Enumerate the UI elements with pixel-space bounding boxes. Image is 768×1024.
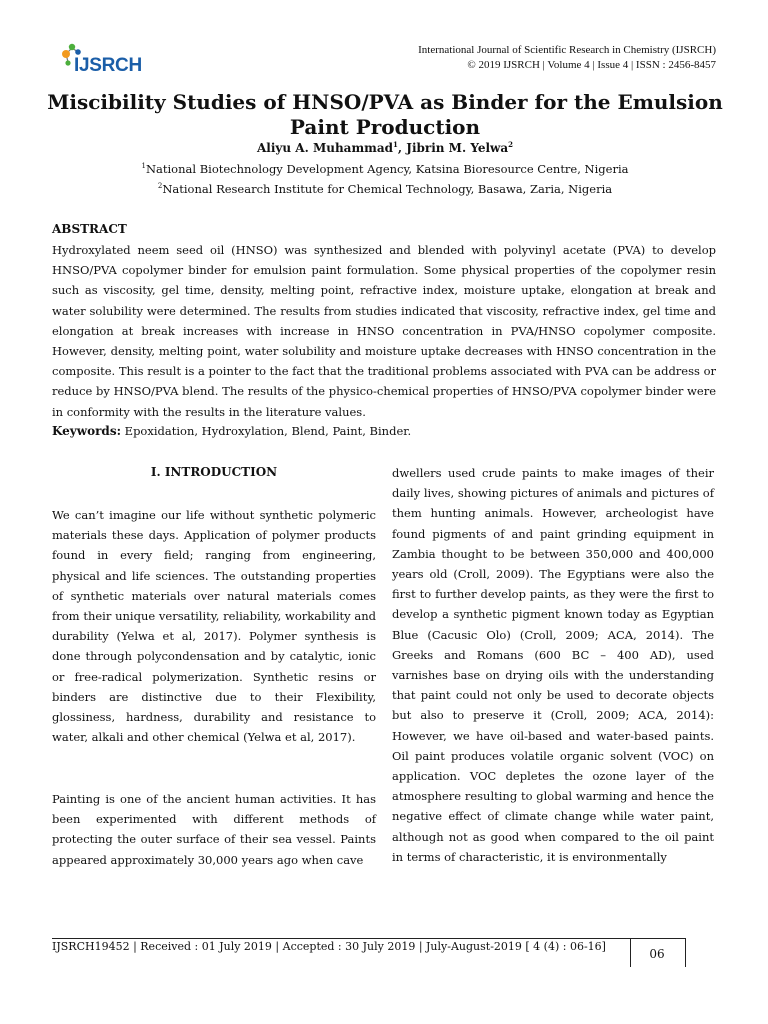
affiliation-2-sup: 2 bbox=[157, 182, 163, 191]
intro-paragraph-2: Painting is one of the ancient human activities. It has been experimented with different methods of protecting the outer surface of their sea vessel. Paints appeared approximately 30,000 years ago when cave bbox=[52, 792, 376, 867]
author-1: Aliyu A. Muhammad bbox=[256, 141, 394, 155]
keywords-label: Keywords: bbox=[52, 424, 122, 438]
journal-info bbox=[418, 43, 716, 73]
abstract-heading: ABSTRACT bbox=[52, 222, 127, 236]
page-number: 06 bbox=[649, 947, 665, 961]
keywords-text: Epoxidation, Hydroxylation, Blend, Paint, Binder. bbox=[121, 424, 412, 438]
abstract-text: Hydroxylated neem seed oil (HNSO) was synthesized and blended with polyvinyl acetate (PVA) to develop HNSO/PVA copolymer binder for emulsion paint formulation. Some physical properties of the copolymer resin such as viscosity, gel time, density, melting point, refractive index, moisture uptake, elongation at break and water solubility were determined. The results from studies indicated that viscosity, refractive index, gel time and elongation at break increases with increase in HNSO concentration in PVA/HNSO copolymer composite. However, density, melting point, water solubility and moisture uptake decreases with HNSO concentration in the composite. This result is a pointer to the fact that the traditional problems associated with PVA can be address or reduce by HNSO/PVA blend. The results of the physico-chemical properties of HNSO/PVA copolymer binder were in conformity with the results in the literature values. bbox=[52, 243, 716, 419]
authors bbox=[40, 141, 730, 155]
journal-name: International Journal of Scientific Research in Chemistry (IJSRCH) bbox=[418, 44, 716, 56]
footer-divider bbox=[52, 938, 630, 939]
author-1-sup: 1 bbox=[393, 140, 398, 149]
affiliation-2-text: National Research Institute for Chemical Technology, Basawa, Zaria, Nigeria bbox=[162, 182, 613, 196]
author-2: Jibrin M. Yelwa bbox=[406, 141, 509, 155]
journal-issue: © 2019 IJSRCH | Volume 4 | Issue 4 | ISSN : 2456-8457 bbox=[467, 59, 716, 71]
author-separator: , bbox=[397, 141, 407, 155]
logo-text: IJSRCH bbox=[74, 55, 142, 76]
section-heading-introduction: I. INTRODUCTION bbox=[150, 465, 278, 479]
affiliation-1 bbox=[40, 162, 730, 176]
footer-text: IJSRCH19452 | Received : 01 July 2019 | Accepted : 30 July 2019 | July-August-2019 [ 4 (4) : 06-16] bbox=[52, 940, 606, 953]
affiliation-1-text: National Biotechnology Development Agency, Katsina Bioresource Centre, Nigeria bbox=[145, 162, 629, 176]
paper-title: Miscibility Studies of HNSO/PVA as Binder for the Emulsion Paint Production bbox=[47, 90, 723, 139]
intro-paragraph-1: We can’t imagine our life without synthetic polymeric materials these days. Application of polymer products found in every field; ranging from engineering, physical and life sciences. The outstanding properties of synthetic materials over natural materials comes from their unique versatility, reliability, workability and durability (Yelwa et al, 2017). Polymer synthesis is done through polycondensation and by catalytic, ionic or free-radical polymerization. Synthetic resins or binders are distinctive due to their Flexibility, glossiness, hardness, durability and resistance to water, alkali and other chemical (Yelwa et al, 2017). bbox=[52, 508, 376, 745]
intro-paragraph-3: dwellers used crude paints to make images of their daily lives, showing pictures of animals and pictures of them hunting animals. However, archeologist have found pigments of and paint grinding equipment in Zambia thought to be between 350,000 and 400,000 years old (Croll, 2009). The Egyptians were also the first to further develop paints, as they were the first to develop a synthetic pigment known today as Egyptian Blue (Cacusic Olo) (Croll, 2009; ACA, 2014). The Greeks and Romans (600 BC – 400 AD), used varnishes base on drying oils with the understanding that paint could not only be used to decorate objects but also to preserve it (Croll, 2009; ACA, 2014): However, we have oil-based and water-based paints. Oil paint produces volatile organic solvent (VOC) on application. VOC depletes the ozone layer of the atmosphere resulting to global warming and hence the negative effect of climate change while water paint, although not as good when compared to the oil paint in terms of characteristic, it is environmentally bbox=[392, 466, 714, 864]
affiliation-2 bbox=[40, 182, 730, 196]
keywords bbox=[52, 424, 411, 438]
author-2-sup: 2 bbox=[508, 140, 514, 149]
affiliation-1-sup: 1 bbox=[141, 162, 146, 171]
